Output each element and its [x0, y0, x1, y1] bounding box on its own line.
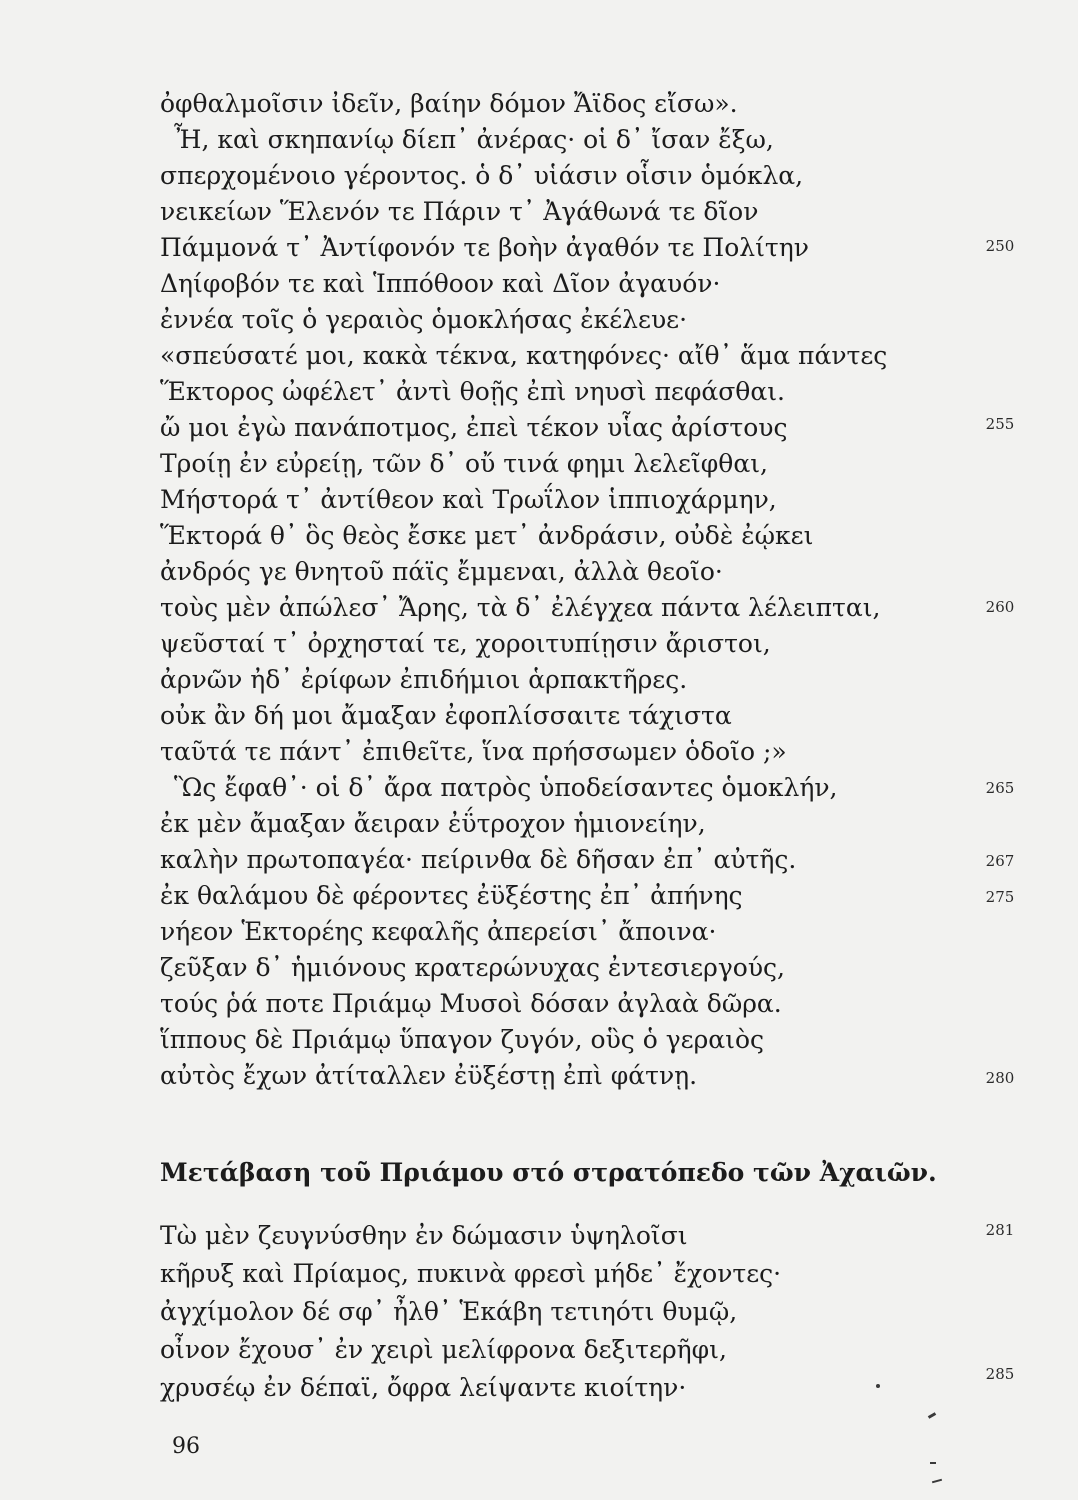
verse-line: ζεῦξαν δ᾽ ἡμιόνους κρατερώνυχας ἐντεσιεργούς, — [160, 953, 785, 982]
verse-line: αὐτὸς ἔχων ἀτίταλλεν ἐϋξέστῃ ἐπὶ φάτνῃ. — [160, 1061, 698, 1090]
section-heading: Μετάβαση τοῦ Πριάμου στό στρατόπεδο τῶν Ἀχαιῶν. — [160, 1158, 937, 1187]
verse-line: Ἦ, καὶ σκηπανίῳ δίεπ᾽ ἀνέρας· οἱ δ᾽ ἴσαν ἔξω, — [174, 125, 774, 154]
ink-speck — [928, 1412, 936, 1419]
verse-line: Πάμμονά τ᾽ Ἀντίφονόν τε βοὴν ἀγαθόν τε Πολίτην — [160, 233, 809, 262]
line-number: 280 — [985, 1069, 1015, 1087]
line-number: 267 — [985, 852, 1015, 870]
verse-line: Ἕκτορά θ᾽ ὃς θεὸς ἔσκε μετ᾽ ἀνδράσιν, οὐδὲ ἐῴκει — [160, 521, 814, 550]
line-number: 250 — [985, 237, 1015, 255]
verse-line: ἵππους δὲ Πριάμῳ ὕπαγον ζυγόν, οὓς ὁ γεραιὸς — [160, 1025, 765, 1054]
verse-line: ἀνδρός γε θνητοῦ πάϊς ἔμμεναι, ἀλλὰ θεοῖο· — [160, 557, 723, 586]
line-number: 260 — [985, 598, 1015, 616]
verse-line: ἐκ μὲν ἄμαξαν ἄειραν ἐΰτροχον ἡμιονείην, — [160, 809, 706, 838]
verse-line: ἐννέα τοῖς ὁ γεραιὸς ὁμοκλήσας ἐκέλευε· — [160, 305, 688, 334]
verse-line: Τὼ μὲν ζευγνύσθην ἐν δώμασιν ὑψηλοῖσι — [160, 1221, 688, 1250]
verse-line: ἀγχίμολον δέ σφ᾽ ἦλθ᾽ Ἑκάβη τετιηότι θυμῷ, — [160, 1297, 738, 1326]
verse-line: Δηίφοβόν τε καὶ Ἱππόθοον καὶ Δῖον ἀγαυόν· — [160, 269, 721, 298]
verse-line: χρυσέῳ ἐν δέπαϊ, ὄφρα λείψαντε κιοίτην· — [160, 1373, 687, 1402]
verse-line: Μήστορά τ᾽ ἀντίθεον καὶ Τρωΐλον ἱππιοχάρμην, — [160, 485, 777, 514]
verse-line: Ἕκτορος ὠφέλετ᾽ ἀντὶ θοῇς ἐπὶ νηυσὶ πεφάσθαι. — [160, 377, 785, 406]
verse-line: ὀφθαλμοῖσιν ἰδεῖν, βαίην δόμον Ἄϊδος εἴσω». — [160, 89, 738, 118]
ink-speck — [932, 1479, 942, 1484]
line-number: 285 — [985, 1365, 1015, 1383]
line-number: 281 — [985, 1221, 1015, 1239]
verse-line: ψεῦσταί τ᾽ ὀρχησταί τε, χοροιτυπίῃσιν ἄριστοι, — [160, 629, 771, 658]
verse-line: ἀρνῶν ἠδ᾽ ἐρίφων ἐπιδήμιοι ἁρπακτῆρες. — [160, 665, 688, 694]
verse-line: οἶνον ἔχουσ᾽ ἐν χειρὶ μελίφρονα δεξιτερῆφι, — [160, 1335, 727, 1364]
verse-line: οὐκ ἂν δή μοι ἄμαξαν ἐφοπλίσσαιτε τάχιστα — [160, 701, 732, 730]
line-number: 275 — [985, 888, 1015, 906]
line-number: 265 — [985, 779, 1015, 797]
verse-line: κῆρυξ καὶ Πρίαμος, πυκινὰ φρεσὶ μήδε᾽ ἔχοντες· — [160, 1259, 782, 1288]
verse-line: ταῦτά τε πάντ᾽ ἐπιθεῖτε, ἵνα πρήσσωμεν ὁδοῖο ;» — [160, 737, 787, 766]
verse-line: ἐκ θαλάμου δὲ φέροντες ἐϋξέστης ἐπ᾽ ἀπήνης — [160, 881, 743, 910]
page-number: 96 — [172, 1434, 200, 1459]
verse-line: καλὴν πρωτοπαγέα· πείρινθα δὲ δῆσαν ἐπ᾽ αὐτῆς. — [160, 845, 797, 874]
verse-line: νεικείων Ἕλενόν τε Πάριν τ᾽ Ἀγάθωνά τε δῖον — [160, 197, 759, 226]
line-number: 255 — [985, 415, 1015, 433]
verse-line: σπερχομένοιο γέροντος. ὁ δ᾽ υἱάσιν οἷσιν ὁμόκλα, — [160, 161, 804, 190]
verse-line: «σπεύσατέ μοι, κακὰ τέκνα, κατηφόνες· αἴθ᾽ ἅμα πάντες — [160, 341, 888, 370]
verse-line: ὤ μοι ἐγὼ πανάποτμος, ἐπεὶ τέκον υἷας ἀρίστους — [160, 413, 788, 442]
verse-line: Τροίῃ ἐν εὐρείῃ, τῶν δ᾽ οὔ τινά φημι λελεῖφθαι, — [160, 449, 768, 478]
verse-line: νήεον Ἑκτορέης κεφαλῆς ἀπερείσι᾽ ἄποινα· — [160, 917, 717, 946]
ink-speck — [876, 1384, 880, 1388]
verse-line: Ὣς ἔφαθ᾽· οἱ δ᾽ ἄρα πατρὸς ὑποδείσαντες ὁμοκλήν, — [174, 773, 838, 802]
verse-line: τοὺς μὲν ἀπώλεσ᾽ Ἄρης, τὰ δ᾽ ἐλέγχεα πάντα λέλειπται, — [160, 593, 881, 622]
verse-line: τούς ῥά ποτε Πριάμῳ Μυσοὶ δόσαν ἀγλαὰ δῶρα. — [160, 989, 782, 1018]
ink-speck — [930, 1462, 936, 1464]
